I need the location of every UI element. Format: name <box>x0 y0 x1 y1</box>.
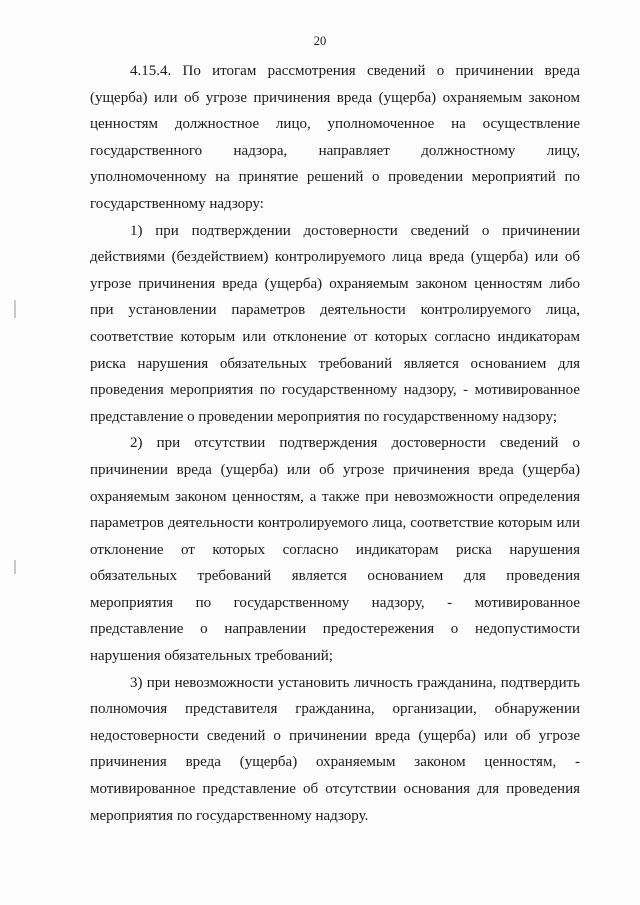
scan-edge-mark <box>14 300 16 318</box>
paragraph-4-15-4: 4.15.4. По итогам рассмотрения сведений о причинении вреда (ущерба) или об угрозе причинения вреда (ущерба) охраняемым законом ценностям должностное лицо, уполномоченное на осуществление государственного надзора, направляет должностному лицу, уполномоченному на принятие решений о проведении мероприятий по государственному надзору: <box>90 63 580 212</box>
paragraph-item-1: 1) при подтверждении достоверности сведений о причинении действиями (бездействием) контролируемого лица вреда (ущерба) или об угрозе причинения вреда (ущерба) охраняемым законом ценностям либо при установлении параметров деятельности контролируемого лица, соответствие которым или отклонение от которых согласно индикаторам риска нарушения обязательных требований является основанием для проведения мероприятия по государственному надзору, - мотивированное представление о проведении мероприятия по государственному надзору; <box>90 222 580 425</box>
paragraph-item-2: 2) при отсутствии подтверждения достоверности сведений о причинении вреда (ущерба) или об угрозе причинения вреда (ущерба) охраняемым законом ценностям, а также при невозможности определения параметров деятельности контролируемого лица, соответствие которым или отклонение от которых согласно индикаторам риска нарушения обязательных требований является основанием для проведения мероприятия по государственному надзору, - мотивированное представление о направлении предостережения о недопустимости нарушения обязательных требований; <box>90 435 580 665</box>
scan-edge-mark <box>14 560 16 574</box>
document-body <box>90 58 580 829</box>
page-number: 20 <box>313 34 327 48</box>
paragraph-item-3: 3) при невозможности установить личность гражданина, подтвердить полномочия представителя гражданина, организации, обнаружении недостоверности сведений о причинении вреда (ущерба) или об угрозе причинения вреда (ущерба) охраняемым законом ценностям, - мотивированное представление об отсутствии основания для проведения мероприятия по государственному надзору. <box>90 674 580 824</box>
